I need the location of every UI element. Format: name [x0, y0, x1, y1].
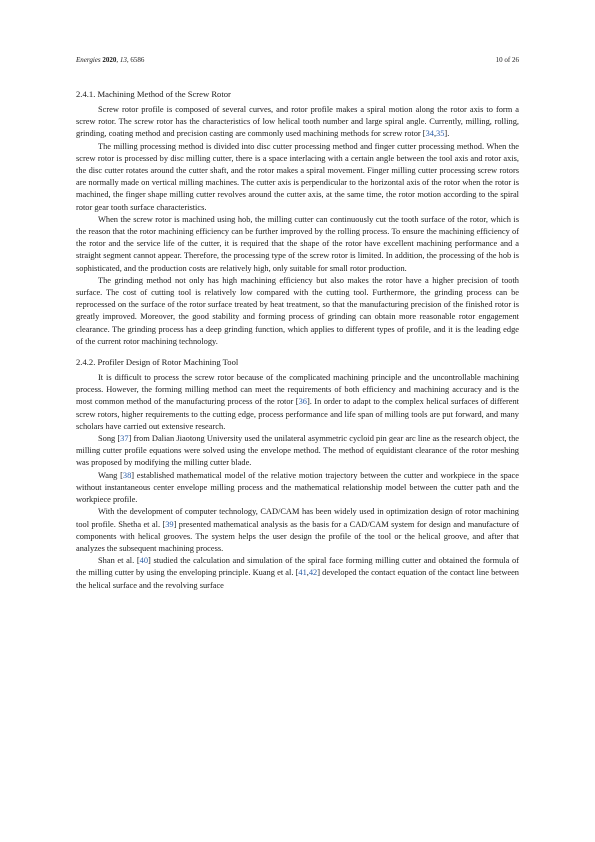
paragraph: Wang [38] established mathematical model of the relative motion trajectory between the cutter and workpiece in the space without instantaneous center envelope milling process and the mathematical relationship model between the cutter path and the workpiece profile.: [76, 470, 519, 505]
journal-year: 2020: [102, 56, 117, 64]
citation-link[interactable]: 38: [122, 470, 132, 480]
paragraph: Song [37] from Dalian Jiaotong University used the unilateral asymmetric cycloid pin gear arc line as the research object, the milling cutter profile equations were solved using the envelope method. The method of equidistant clearance of the rotor meshing was proposed by modifying the milling cutter blade.: [76, 434, 519, 468]
paragraph: The grinding method not only has high machining efficiency but also makes the rotor have a higher precision of tooth surface. The cost of cutting tool is relatively low compared with the cutting tool. Furthermore, the grinding process can be reprocessed on the surface of the rotor surface treated by heat treatment, so that the manufacturing precision of the finished rotor is greatly improved. Moreover, the good stability and forming process of grinding can obtain more reasonable rotor engagement clearance. The grinding process has a deep grinding function, which applies to different types of profile, and it is the leading edge of the current rotor machining technology.: [76, 275, 519, 346]
citation-link[interactable]: 42: [308, 568, 318, 578]
citation-link[interactable]: 41: [298, 568, 307, 578]
paragraph: When the screw rotor is machined using hob, the milling cutter can continuously cut the tooth surface of the rotor, which is the reason that the rotor machining efficiency can be further improved by the rolling process. To ensure the machining efficiency of the rotor and the service life of the cutter, it is required that the shape of the rotor have excellent machining performance and a straight segment cannot appear. Therefore, the processing type of the screw rotor is limited. In addition, the processing of the hob is sophisticated, and the production costs are relatively high, only suitable for small rotor production.: [76, 214, 519, 273]
citation-link[interactable]: 37: [120, 434, 129, 444]
citation-link[interactable]: 35: [436, 129, 445, 139]
paragraph: The milling processing method is divided into disc cutter processing method and finger cutter processing method. When the screw rotor is processed by disc milling cutter, there is a space interlacing with a certain angle between the tool axis and rotor axis, the disc cutter rotates around the cutter shaft, and the rotor makes a spiral movement. Finger milling cutter processing screw rotors are normally made on vertical milling machines. The cutter axis is perpendicular to the horizontal axis of the rotor when the rotor is machined, the finger shape milling cutter revolves around the cutter axis, at the same time, the rotor motion according to the spiral rotor gear tooth surface characteristics.: [76, 141, 519, 212]
paragraph: Shan et al. [40] studied the calculation and simulation of the spiral face forming milling cutter and obtained the formula of the milling cutter by using the enveloping principle. Kuang et al. [41,42] developed the contact equation of the contact line between the helical surface and the revolving surface: [76, 556, 519, 590]
article-number: 6586: [130, 56, 145, 64]
journal-name: Energies: [76, 56, 101, 64]
section-heading-2-4-2: 2.4.2. Profiler Design of Rotor Machining Tool: [76, 357, 239, 368]
citation-link[interactable]: 40: [139, 556, 149, 566]
running-header: Energies 2020, 13, 6586 10 of 26: [76, 56, 519, 64]
journal-volume: 13: [119, 56, 127, 64]
main-text: [76, 88, 519, 592]
citation-link[interactable]: 34: [425, 129, 434, 139]
citation-link[interactable]: 36: [298, 397, 307, 407]
paragraph: Screw rotor profile is composed of several curves, and rotor profile makes a spiral motion along the rotor axis to form a screw rotor. The screw rotor has the characteristics of low helical tooth number and large spiral angle. Currently, milling, rolling, grinding, coating method and precision casting are commonly used machining methods for screw rotor [34,35].: [76, 105, 519, 139]
paragraph: With the development of computer technology, CAD/CAM has been widely used in optimization design of rotor machining tool profile. Shetha et al. [39] presented mathematical analysis as the basis for a CAD/CAM system for design and manufacture of components with helical grooves. The system helps the user design the profile of the tool or the helical groove, and after that analyzes the subsequent machining process.: [76, 507, 519, 553]
section-heading-2-4-1: 2.4.1. Machining Method of the Screw Rotor: [76, 89, 231, 99]
paragraph: It is difficult to process the screw rotor because of the complicated machining principle and the uncontrollable machining process. However, the forming milling method can meet the requirements of both efficiency and machining accuracy and is the most common method of the manufacturing process of the rotor [36]. In order to adapt to the complex helical surfaces of different screw rotors, higher requirements to the cutting edge, process performance and life span of milling tools are put forward, and many scholars have carried out extensive research.: [76, 373, 519, 431]
page-number: 10 of 26: [495, 56, 519, 64]
citation-link[interactable]: 39: [165, 519, 174, 529]
